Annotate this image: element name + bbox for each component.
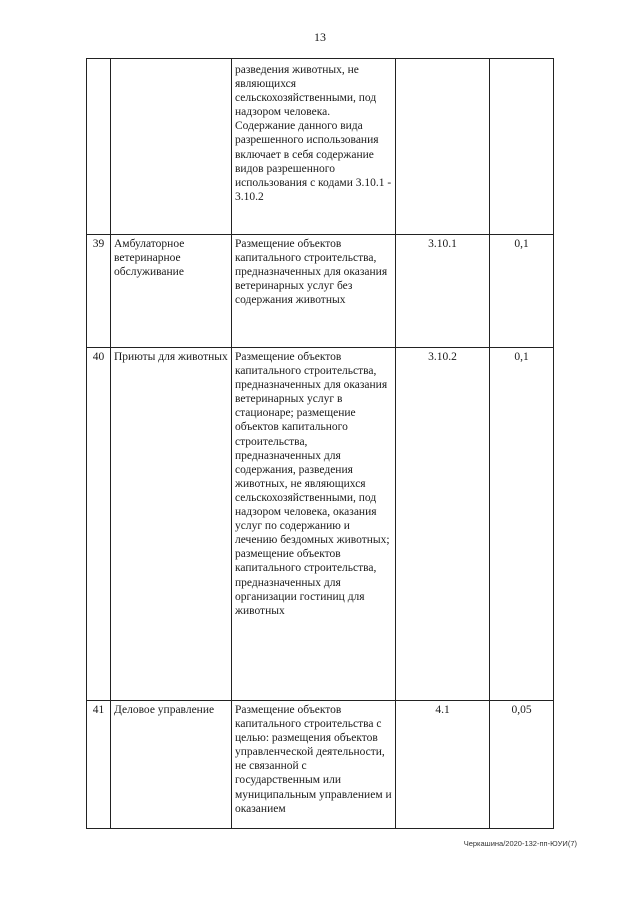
row-number: 40 [87,348,111,701]
row-name: Деловое управление [111,701,232,829]
row-name: Приюты для животных [111,348,232,701]
row-code: 4.1 [396,701,490,829]
row-coefficient: 0,05 [490,701,554,829]
table-row [87,348,554,701]
row-description: Размещение объектов капитального строительства, предназначенных для оказания ветеринарных услуг в стационаре; размещение объектов капитального строительства, предназначенных для содержания, разведения животных, не являющихся сельскохозяйственными, под надзором человека, оказания услуг по содержанию и лечению бездомных животных; размещение объектов капитального строительства, предназначенных для организации гостиниц для животных [232,348,396,701]
row-coefficient: 0,1 [490,235,554,348]
table-row [87,235,554,348]
land-use-table [86,58,554,829]
row-code: 3.10.1 [396,235,490,348]
row-number [87,59,111,235]
table-row [87,701,554,829]
row-description: Размещение объектов капитального строительства, предназначенных для оказания ветеринарных услуг без содержания животных [232,235,396,348]
row-description: Размещение объектов капитального строительства с целью: размещения объектов управленческой деятельности, не связанной с государственным или муниципальным управлением и оказанием [232,701,396,829]
row-code [396,59,490,235]
row-description: разведения животных, не являющихся сельскохозяйственными, под надзором человека. Содержание данного вида разрешенного использования включает в себя содержание видов разрешенного использования с кодами 3.10.1 - 3.10.2 [232,59,396,235]
row-code: 3.10.2 [396,348,490,701]
row-number: 41 [87,701,111,829]
row-name: Амбулаторное ветеринарное обслуживание [111,235,232,348]
row-name [111,59,232,235]
table-row [87,59,554,235]
page-number: 13 [314,30,326,44]
row-coefficient: 0,1 [490,348,554,701]
row-coefficient [490,59,554,235]
document-stamp: Черкашина/2020-132-пп-ЮУИ(7) [463,839,577,848]
row-number: 39 [87,235,111,348]
